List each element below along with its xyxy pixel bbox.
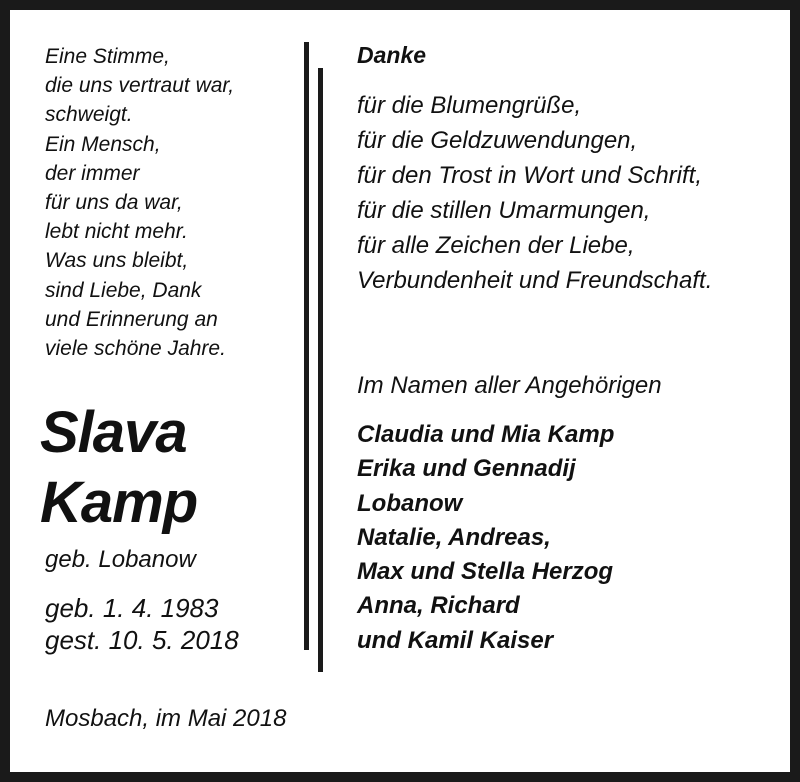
thanks-heading: Danke	[357, 42, 427, 68]
poem-line: die uns vertraut war,	[45, 74, 235, 98]
relatives-line: Anna, Richard	[357, 592, 520, 620]
last-name: Kamp	[40, 470, 198, 535]
thanks-line: für die stillen Umarmungen,	[357, 197, 651, 224]
relatives-line: Erika und Gennadij	[357, 455, 576, 483]
birth-date: geb. 1. 4. 1983	[45, 593, 219, 623]
poem-line: Was uns bleibt,	[45, 249, 189, 273]
thanks-line: Verbundenheit und Freundschaft.	[357, 267, 713, 294]
life-dates	[45, 592, 239, 656]
poem-line: Eine Stimme,	[45, 45, 170, 68]
poem-line: schweigt.	[45, 103, 133, 127]
thanks-line: für die Geldzuwendungen,	[357, 127, 638, 154]
poem-line: Ein Mensch,	[45, 132, 161, 156]
first-name: Slava	[40, 400, 187, 465]
relatives-list	[357, 418, 614, 658]
relatives-line: Claudia und Mia Kamp	[357, 421, 615, 448]
poem-line: lebt nicht mehr.	[45, 220, 188, 244]
thanks-line: für alle Zeichen der Liebe,	[357, 232, 635, 259]
divider-rule-left	[304, 42, 309, 650]
poem-line: und Erinnerung an	[45, 307, 218, 331]
maiden-name: geb. Lobanow	[45, 546, 196, 573]
poem-line: sind Liebe, Dank	[45, 278, 202, 302]
poem-line: für uns da war,	[45, 191, 183, 215]
thanks-text	[357, 88, 712, 298]
poem-line: der immer	[45, 161, 140, 185]
divider-rule-right	[318, 68, 323, 672]
relatives-line: Max und Stella Herzog	[357, 558, 614, 586]
relatives-line: und Kamil Kaiser	[357, 626, 554, 654]
on-behalf-line: Im Namen aller Angehörigen	[357, 372, 662, 399]
death-date: gest. 10. 5. 2018	[45, 625, 239, 655]
thanks-line: für die Blumengrüße,	[357, 92, 582, 119]
place-and-date: Mosbach, im Mai 2018	[45, 705, 287, 732]
deceased-name	[40, 398, 197, 538]
relatives-line: Lobanow	[357, 489, 463, 517]
relatives-line: Natalie, Andreas,	[357, 523, 551, 551]
poem-line: viele schöne Jahre.	[45, 337, 226, 361]
memorial-poem	[45, 42, 295, 363]
thanks-line: für den Trost in Wort und Schrift,	[357, 162, 703, 189]
